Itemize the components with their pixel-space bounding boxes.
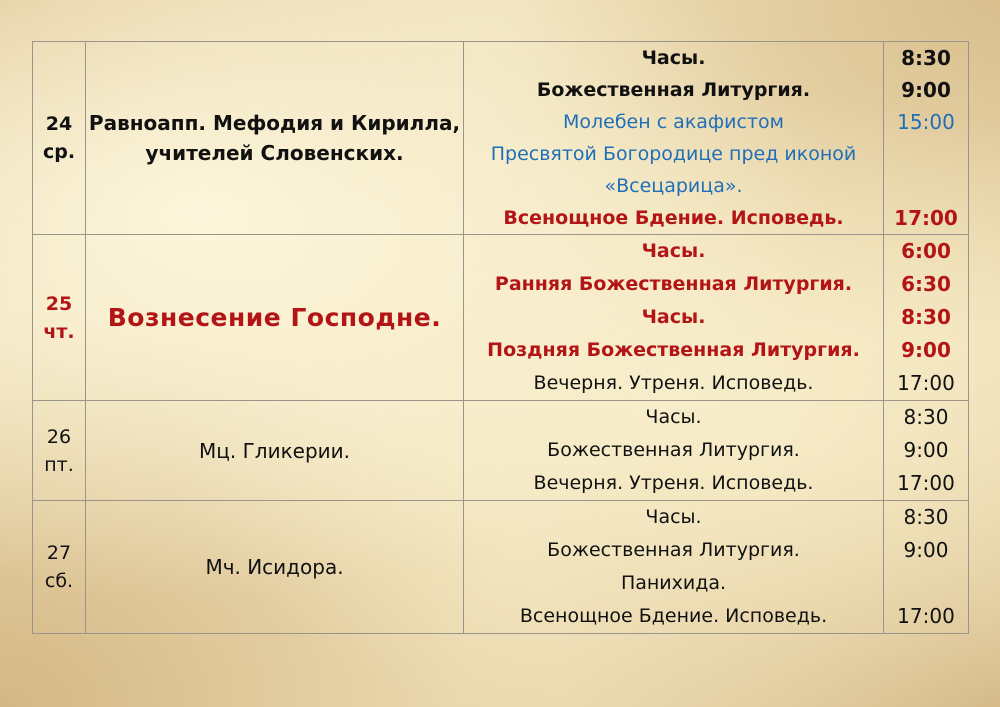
- feast-line: Мч. Исидора.: [205, 555, 344, 579]
- service-time: 9:00: [903, 538, 949, 562]
- service-line: Поздняя Божественная Литургия.: [487, 339, 860, 361]
- service-time: 17:00: [897, 471, 955, 495]
- service-line: Вечерня. Утреня. Исповедь.: [533, 472, 814, 494]
- weekday: сб.: [44, 570, 74, 592]
- schedule-row: [33, 42, 969, 235]
- time-cell: [884, 501, 969, 634]
- day-number: 27: [46, 542, 72, 564]
- service-time: 17:00: [897, 604, 955, 628]
- time-cell: [884, 401, 969, 501]
- services-cell: [464, 501, 884, 634]
- service-time: 8:30: [903, 505, 949, 529]
- service-time: 8:30: [903, 405, 949, 429]
- date-cell: [33, 42, 86, 235]
- date-cell: [33, 401, 86, 501]
- service-time: 17:00: [897, 371, 955, 395]
- feast-line: Мц. Гликерии.: [199, 438, 350, 463]
- services-cell: [464, 42, 884, 235]
- day-number: 25: [45, 292, 73, 315]
- service-line: Часы.: [641, 47, 706, 69]
- service-time: 15:00: [897, 110, 955, 134]
- schedule-row: [33, 401, 969, 501]
- schedule-row: [33, 235, 969, 401]
- service-line: Всенощное Бдение. Исповедь.: [519, 605, 828, 627]
- feast-cell: [86, 235, 464, 401]
- weekday: ср.: [42, 141, 76, 163]
- services-cell: [464, 401, 884, 501]
- date-cell: [33, 235, 86, 401]
- service-time: 8:30: [901, 46, 951, 70]
- service-time: 9:00: [903, 438, 949, 462]
- service-time: [884, 567, 968, 600]
- feast-cell: [86, 401, 464, 501]
- schedule-row: [33, 501, 969, 634]
- feast-line: Вознесение Господне.: [107, 302, 442, 332]
- service-line: Вечерня. Утреня. Исповедь.: [533, 372, 814, 394]
- service-line: Часы.: [645, 506, 702, 528]
- service-time: [884, 138, 968, 170]
- feast-cell: [86, 42, 464, 235]
- service-line: Часы.: [641, 240, 706, 262]
- service-line: Часы.: [645, 406, 702, 428]
- service-line: Божественная Литургия.: [536, 79, 811, 101]
- service-time: 8:30: [901, 305, 951, 329]
- time-cell: [884, 235, 969, 401]
- weekday: чт.: [43, 320, 75, 343]
- feast-cell: [86, 501, 464, 634]
- weekday: пт.: [44, 453, 74, 476]
- service-line: «Всецарица».: [604, 175, 743, 197]
- service-line: Молебен с акафистом: [562, 111, 785, 133]
- service-time: 6:30: [901, 272, 951, 296]
- feast-line: учителей Словенских.: [145, 141, 404, 165]
- service-line: Ранняя Божественная Литургия.: [494, 273, 853, 295]
- service-time: 9:00: [901, 78, 951, 102]
- service-line: Часы.: [641, 306, 706, 328]
- schedule-table: [32, 41, 969, 634]
- time-cell: [884, 42, 969, 235]
- service-time: [884, 170, 968, 202]
- service-time: 17:00: [894, 206, 958, 230]
- date-cell: [33, 501, 86, 634]
- service-line: Пресвятой Богородице пред иконой: [490, 143, 857, 165]
- service-time: 6:00: [901, 239, 951, 263]
- day-number: 24: [45, 113, 73, 135]
- service-line: Божественная Литургия.: [547, 439, 800, 461]
- feast-line: Равноапп. Мефодия и Кирилла,: [88, 111, 461, 135]
- service-line: Всенощное Бдение. Исповедь.: [503, 207, 844, 229]
- day-number: 26: [46, 425, 72, 448]
- service-line: Панихида.: [620, 572, 727, 594]
- service-line: Божественная Литургия.: [547, 539, 800, 561]
- services-cell: [464, 235, 884, 401]
- service-time: 9:00: [901, 338, 951, 362]
